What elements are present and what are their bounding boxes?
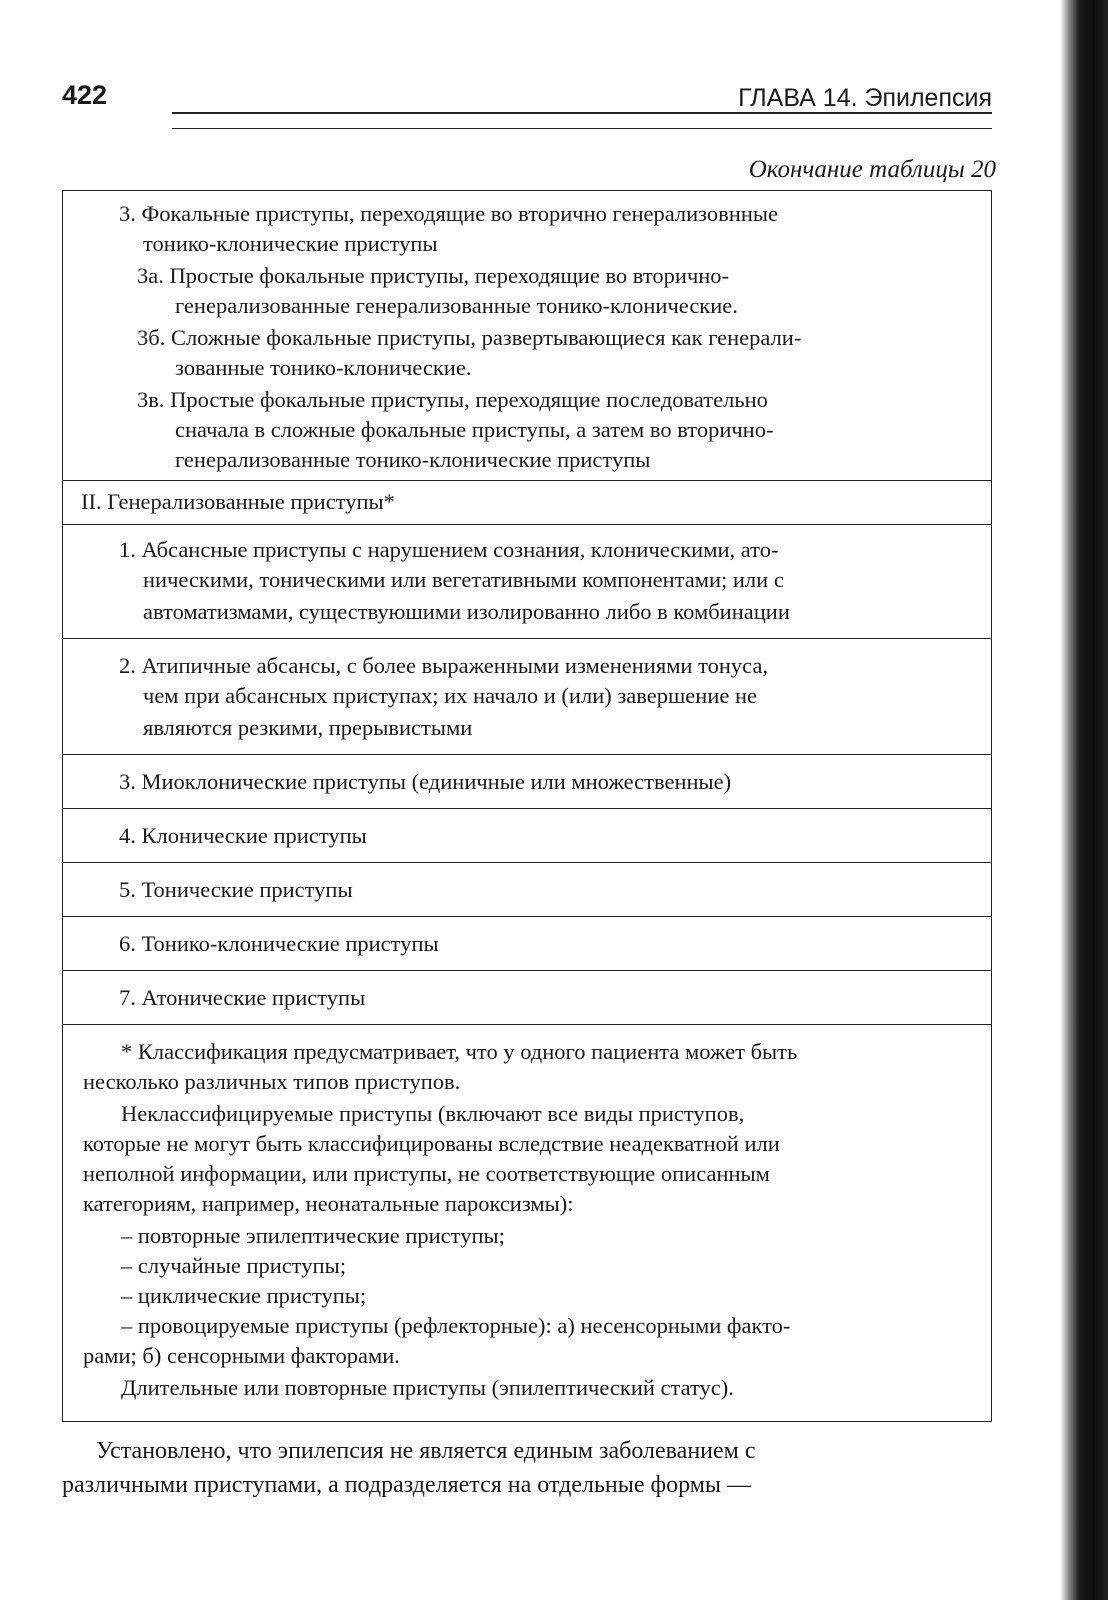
body-line: Установлено, что эпилепсия не является единым заболеванием с — [96, 1438, 756, 1464]
note-line: – повторные эпилептические приступы; — [121, 1223, 505, 1248]
running-head: ГЛАВА 14. Эпилепсия — [738, 84, 992, 112]
row-line: 3б. Сложные фокальные приступы, развертывающиеся как генерали- — [137, 325, 802, 350]
header-rule — [172, 112, 992, 114]
row-line: являются резкими, прерывистыми — [143, 715, 473, 740]
row-line: тонико-клонические приступы — [143, 231, 438, 256]
row-line: 4. Клонические приступы — [119, 823, 367, 848]
table-row — [63, 755, 991, 809]
row-line: 6. Тонико-клонические приступы — [119, 931, 439, 956]
table-row — [63, 639, 991, 755]
row-line: генерализованные тонико-клонические приступы — [175, 447, 651, 472]
note-line: * Классификация предусматривает, что у одного пациента может быть — [121, 1039, 798, 1064]
table-row — [63, 971, 991, 1025]
row-line: 2. Атипичные абсансы, с более выраженными изменениями тонуса, — [119, 653, 769, 678]
row-line: генерализованные генерализованные тонико-клонические. — [175, 293, 738, 318]
row-line: ническими, тоническими или вегетативными компонентами; или с — [143, 567, 784, 592]
note-line: – циклические приступы; — [121, 1283, 367, 1308]
scan-edge-shadow — [1060, 0, 1108, 1600]
note-line: неполной информации, или приступы, не соответствующие описанным — [83, 1161, 770, 1186]
note-line: которые не могут быть классифицированы вследствие неадекватной или — [83, 1131, 780, 1156]
table-row — [63, 525, 991, 639]
page-number: 422 — [62, 80, 108, 110]
row-line: 3. Фокальные приступы, переходящие во вторично генерализовнные — [119, 201, 778, 226]
table-caption: Окончание таблицы 20 — [748, 156, 996, 183]
row-line: зованные тонико-клонические. — [175, 355, 472, 380]
note-line: несколько различных типов приступов. — [83, 1069, 461, 1094]
row-line: 5. Тонические приступы — [119, 877, 353, 902]
note-line: рами; б) сенсорными факторами. — [83, 1343, 400, 1368]
classification-table — [62, 190, 992, 1422]
note-line: Длительные или повторные приступы (эпилептический статус). — [121, 1375, 734, 1400]
row-line: 3в. Простые фокальные приступы, переходящие последовательно — [137, 387, 768, 412]
row-line: 3. Миоклонические приступы (единичные или множественные) — [119, 769, 732, 794]
header-rule-thin — [172, 128, 992, 129]
table-row — [63, 917, 991, 971]
row-line: 3а. Простые фокальные приступы, переходящие во вторично- — [137, 263, 730, 288]
row-line: чем при абсансных приступах; их начало и (или) завершение не — [143, 683, 757, 708]
row-line: сначала в сложные фокальные приступы, а затем во вторично- — [175, 417, 774, 442]
note-line: – провоцируемые приступы (рефлекторные): а) несенсорными факто- — [121, 1313, 791, 1338]
note-line: – случайные приступы; — [121, 1253, 346, 1278]
table-notes — [63, 1025, 991, 1421]
note-line: категориям, например, неонатальные пароксизмы): — [83, 1191, 574, 1216]
table-row — [63, 809, 991, 863]
section-heading: II. Генерализованные приступы* — [81, 489, 395, 514]
table-row — [63, 481, 991, 525]
row-line: автоматизмами, существуюшими изолированно либо в комбинации — [143, 599, 790, 624]
body-line: различными приступами, а подразделяется на отдельные формы — — [62, 1472, 752, 1498]
row-line: 1. Абсансные приступы с нарушением сознания, клоническими, ато- — [119, 537, 779, 562]
table-row — [63, 191, 991, 481]
note-line: Неклассифицируемые приступы (включают все виды приступов, — [121, 1101, 745, 1126]
table-row — [63, 863, 991, 917]
row-line: 7. Атонические приступы — [119, 985, 366, 1010]
